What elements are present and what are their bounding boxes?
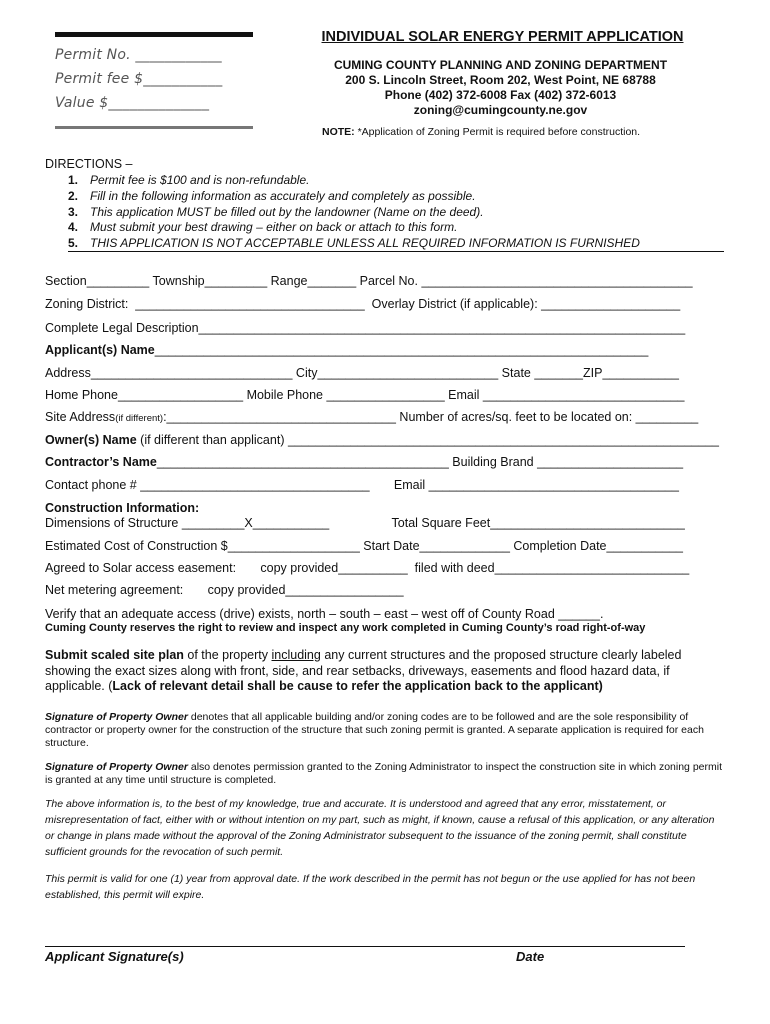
access-verify-field[interactable]: Verify that an adequate access (drive) exists, north – south – east – west off of County Road ______. [45, 607, 604, 621]
directions-underline [68, 251, 724, 252]
site-plan-instructions: Submit scaled site plan of the property including any current structures and the proposed structure clearly labeled showing the exact sizes along with front, side, and rear setbacks, driveways, easements and flood hazard data, if applicable. (Lack of relevant detail shall be cause to refer the application back to the applicant) [45, 648, 682, 693]
owner-name-label: Owner(s) Name [45, 433, 137, 447]
direction-item: 1. Permit fee is $100 and is non-refundable. [68, 173, 310, 187]
department-name: CUMING COUNTY PLANNING AND ZONING DEPARTMENT [333, 58, 668, 72]
dimensions-fields[interactable]: Dimensions of Structure _________X___________ Total Square Feet____________________________ [45, 516, 685, 530]
applicant-signature-label: Applicant Signature(s) [45, 949, 184, 964]
contact-phone-email-fields[interactable]: Contact phone # _________________________________ Email ____________________________________ [45, 478, 679, 492]
section-township-range-parcel-fields[interactable]: Section_________ Township_________ Range_______ Parcel No. _______________________________________ [45, 274, 693, 288]
permit-value-field[interactable]: Value $______________ [55, 95, 210, 111]
inspection-permission-paragraph: Signature of Property Owner also denotes permission granted to the Zoning Administrator to inspect the construction site in which zoning permit is granted at any time until structure is completed. [45, 761, 722, 786]
department-phone: Phone (402) 372-6008 Fax (402) 372-6013 [384, 88, 617, 102]
department-email: zoning@cumingcounty.ne.gov [413, 103, 588, 117]
direction-item: 5. THIS APPLICATION IS NOT ACCEPTABLE UNLESS ALL REQUIRED INFORMATION IS FURNISHED [68, 236, 640, 251]
contractor-fields[interactable]: Contractor’s Name__________________________________________ Building Brand _____________________ [45, 455, 684, 469]
construction-info-heading: Construction Information: [45, 501, 200, 515]
net-metering-fields[interactable]: Net metering agreement: copy provided_________________ [45, 583, 404, 597]
applicant-name-label: Applicant(s) Name [45, 343, 155, 357]
solar-easement-fields[interactable]: Agreed to Solar access easement: copy provided__________ filed with deed____________________________ [45, 561, 690, 575]
zoning-district-fields[interactable]: Zoning District: _________________________________ Overlay District (if applicable): ____________________ [45, 297, 681, 311]
department-address: 200 S. Lincoln Street, Room 202, West Point, NE 68788 [345, 73, 656, 87]
site-address-fields[interactable]: Site Address(if different):_________________________________ Number of acres/sq. feet to be located on: _________ [45, 410, 699, 424]
note-label: NOTE: [322, 126, 355, 138]
permit-box-bottom-rule [55, 126, 253, 129]
form-title: INDIVIDUAL SOLAR ENERGY PERMIT APPLICATION [321, 29, 684, 45]
directions-heading: DIRECTIONS – [45, 157, 133, 171]
permit-fee-field[interactable]: Permit fee $___________ [55, 71, 223, 87]
address-fields[interactable]: Address_____________________________ City__________________________ State _______ZIP___________ [45, 366, 679, 380]
accuracy-statement-paragraph: The above information is, to the best of my knowledge, true and accurate. It is understood and agreed that any error, misstatement, or misrepresentation of fact, either with or without intention on my part, such as might, if known, cause a refusal of this application, or any alteration or change in plans made without the approval of the Zoning Administrator subsequent to the issuance of the zoning permit, shall constitute sufficient grounds for the revocation of such permit. [45, 798, 715, 858]
construction-note [322, 126, 640, 138]
note-text: *Application of Zoning Permit is required before construction. [354, 126, 641, 138]
directions-list [68, 173, 640, 252]
applicant-name-field[interactable]: Applicant(s) Name_______________________________________________________________________ [45, 343, 649, 357]
contractor-name-label: Contractor’s Name [45, 455, 157, 469]
permit-box-top-rule [55, 32, 253, 37]
direction-item: 4. Must submit your best drawing – either on back or attach to this form. [68, 220, 458, 235]
permit-validity-paragraph: This permit is valid for one (1) year from approval date. If the work described in the permit has not begun or the use applied for has not been established, this permit will expire. [45, 873, 696, 901]
owner-responsibility-paragraph: Signature of Property Owner denotes that all applicable building and/or zoning codes are to be followed and are the sole responsibility of contractor or property owner for the construction of the structure that such zoning permit is granted. A separate application is required for each structure. [45, 711, 704, 749]
phone-email-fields[interactable]: Home Phone__________________ Mobile Phone _________________ Email _____________________________ [45, 388, 685, 402]
cost-date-fields[interactable]: Estimated Cost of Construction $___________________ Start Date_____________ Completion Date___________ [45, 539, 683, 553]
permit-number-field[interactable]: Permit No. ____________ [55, 47, 222, 63]
right-of-way-notice: Cuming County reserves the right to review and inspect any work completed in Cuming County’s road right-of-way [45, 622, 646, 634]
date-label: Date [516, 949, 545, 964]
direction-item: 3. This application MUST be filled out by the landowner (Name on the deed). [68, 204, 484, 219]
owner-name-field[interactable]: Owner(s) Name (if different than applicant) ______________________________________________________________ [45, 433, 719, 447]
direction-item: 2. Fill in the following information as accurately and completely as possible. [68, 188, 476, 203]
signature-line[interactable] [45, 946, 685, 947]
legal-description-field[interactable]: Complete Legal Description______________________________________________________________________ [45, 321, 686, 335]
